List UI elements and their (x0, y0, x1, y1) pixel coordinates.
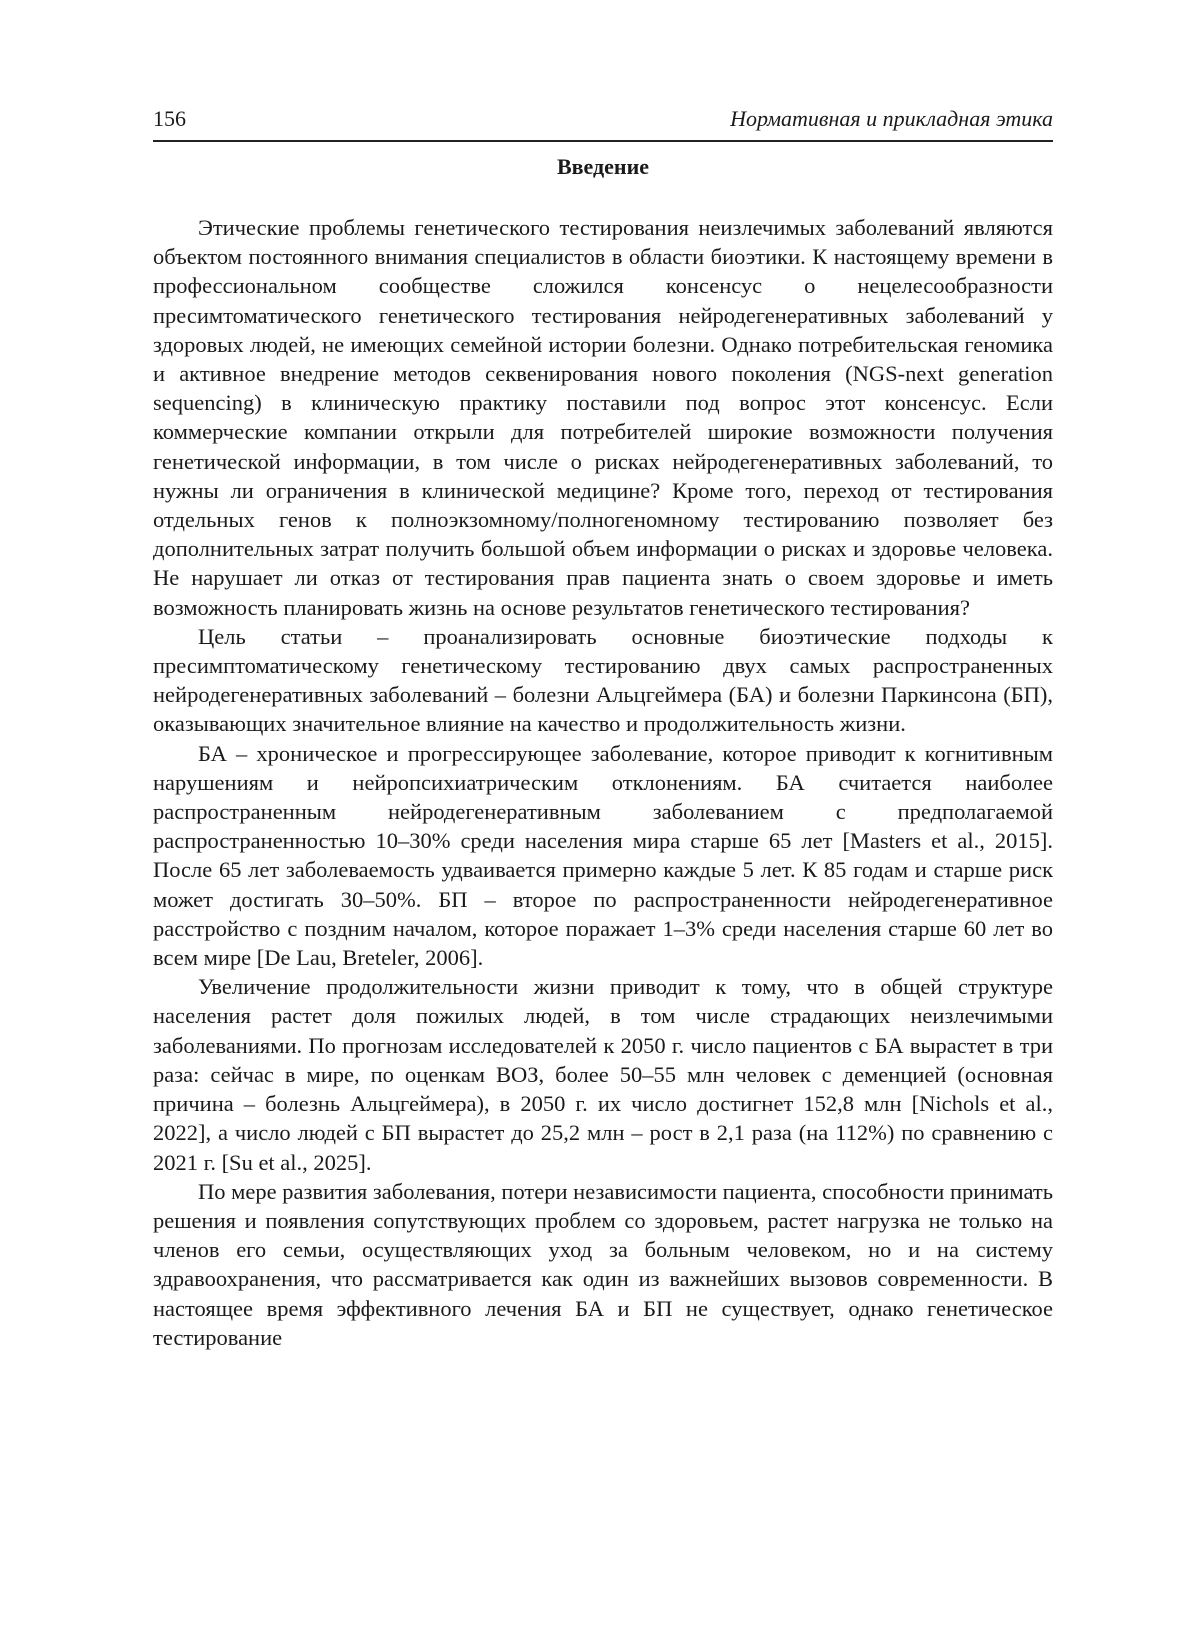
paragraph-forecast: Увеличение продолжительности жизни приводит к тому, что в общей структуре населения растет доля пожилых людей, в том числе страдающих неизлечимыми заболеваниями. По прогнозам исследователей к 2050 г. число пациентов с БА вырастет в три раза: сейчас в мире, по оценкам ВОЗ, более 50–55 млн человек с деменцией (основная причина – болезнь Альцгеймера), в 2050 г. их число достигнет 152,8 млн [Nichols et al., 2022], а число людей с БП вырастет до 25,2 млн – рост в 2,1 раза (на 112%) по сравнению с 2021 г. [Su et al., 2025]. (153, 974, 1053, 1175)
paragraph-burden: По мере развития заболевания, потери независимости пациента, способности принимать решения и появления сопутствующих проблем со здоровьем, растет нагрузка не только на членов его семьи, осуществляющих уход за больным человеком, но и на систему здравоохранения, что рассматривается как один из важнейших вызовов современности. В настоящее время эффективного лечения БА и БП не существует, однако генетическое тестирование (153, 1178, 1053, 1350)
section-heading: Введение (556, 154, 650, 179)
page-number: 156 (153, 106, 186, 131)
article-body (153, 213, 1053, 1352)
paragraph-intro: Этические проблемы генетического тестирования неизлечимых заболеваний являются объектом постоянного внимания специалистов в области биоэтики. К настоящему времени в профессиональном сообществе сложился консенсус о нецелесообразности пресимтоматического генетического тестирования нейродегенеративных заболеваний у здоровых людей, не имеющих семейной истории болезни. Однако потребительская геномика и активное внедрение методов секвенирования нового поколения (NGS-next generation sequencing) в клиническую практику поставили под вопрос этот консенсус. Если коммерческие компании открыли для потребителей широкие возможности получения генетической информации, в том числе о рисках нейродегенеративных заболеваний, то нужны ли ограничения в клинической медицине? Кроме того, переход от тестирования отдельных генов к полноэкзомному/полногеномному тестированию позволяет без дополнительных затрат получить большой объем информации о рисках и здоровье человека. Не нарушает ли отказ от тестирования прав пациента знать о своем здоровье и иметь возможность планировать жизнь на основе результатов генетического тестирования? (153, 215, 1053, 620)
paragraph-prevalence: БА – хроническое и прогрессирующее заболевание, которое приводит к когнитивным нарушениям и нейропсихиатрическим отклонениям. БА считается наиболее распространенным нейродегенеративным заболеванием с предполагаемой распространенностью 10–30% среди населения мира старше 65 лет [Masters et al., 2015]. После 65 лет заболеваемость удваивается примерно каждые 5 лет. К 85 годам и старше риск может достигать 30–50%. БП – второе по распространенности нейродегенеративное расстройство с поздним началом, которое поражает 1–3% среди населения старше 60 лет во всем мире [De Lau, Breteler, 2006]. (153, 740, 1053, 971)
journal-title: Нормативная и прикладная этика (730, 106, 1053, 131)
running-header (153, 106, 1053, 142)
paragraph-goal: Цель статьи – проанализировать основные биоэтические подходы к пресимптоматическому генетическому тестированию двух самых распространенных нейродегенеративных заболеваний – болезни Альцгеймера (БА) и болезни Паркинсона (БП), оказывающих значительное влияние на качество и продолжительность жизни. (153, 623, 1053, 737)
